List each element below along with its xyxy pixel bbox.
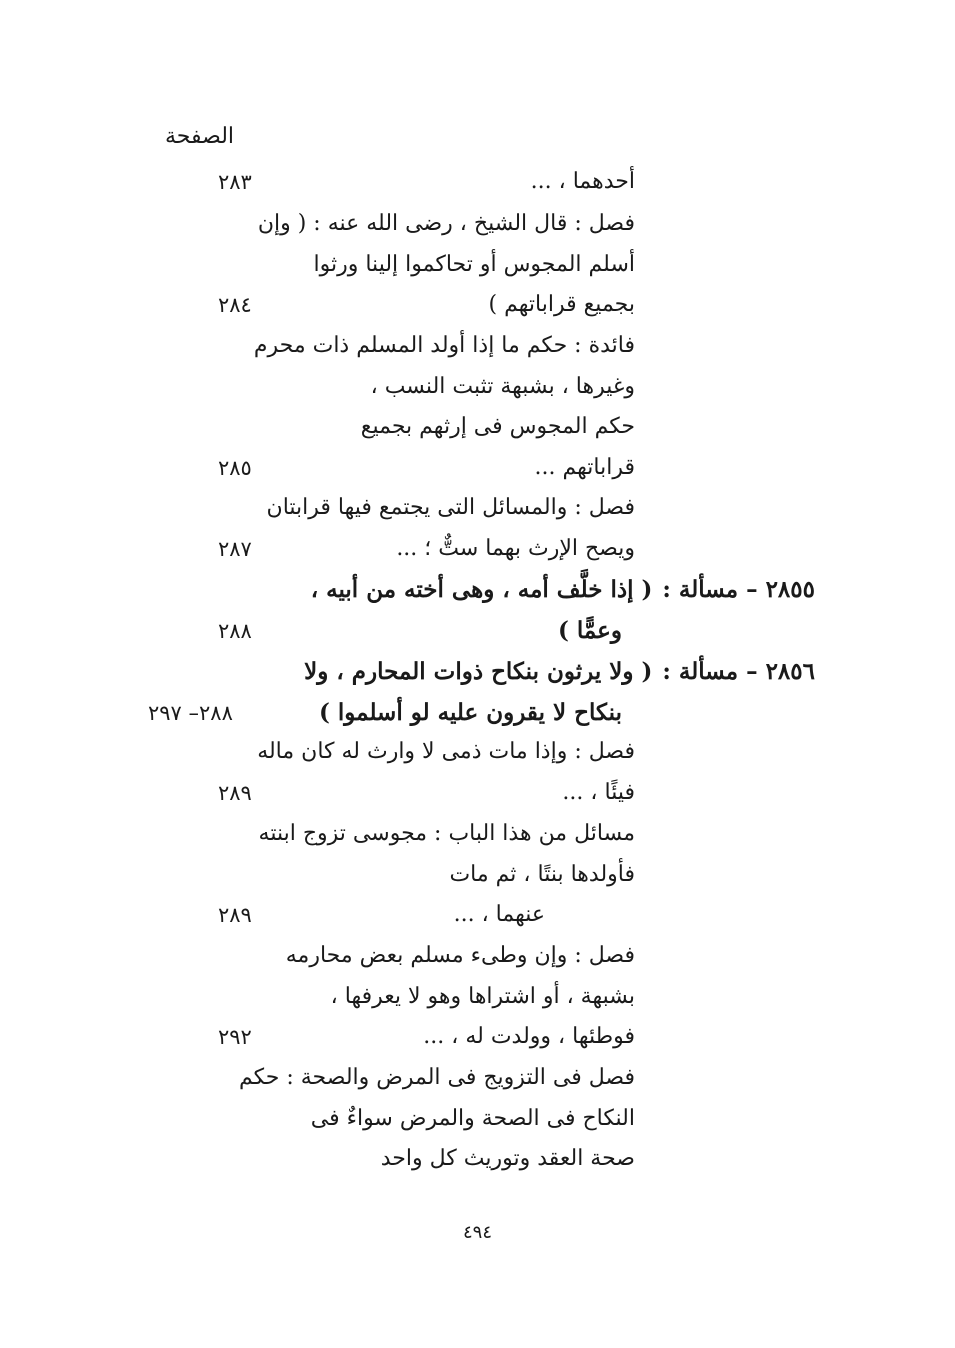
index-entry [266, 488, 635, 569]
page-reference: ٢٨٣ [218, 170, 252, 194]
entry-line [270, 570, 815, 611]
entry-line: مسائل من هذا الباب : مجوسى تزوج ابنته [258, 821, 635, 846]
entry-line: فصل : وإذا مات ذمى لا وارث له كان ماله [257, 739, 635, 764]
index-entry-masala [270, 570, 815, 651]
entry-line: وعمًّا ) [557, 616, 622, 644]
index-entry [258, 814, 635, 936]
entry-line: صحة العقد وتوريث كل واحد [380, 1146, 635, 1171]
entry-line: فصل فى التزويج فى المرض والصحة : حكم [238, 1065, 635, 1090]
entry-line: ويصح الإرث بهما ستٌّ ؛ ... [396, 535, 635, 561]
masala-number: ٢٨٥٥ – مسألة : [662, 576, 815, 603]
index-entry [238, 1058, 635, 1180]
index-entry-masala [270, 652, 815, 733]
entry-line: أحدهما ، ... [530, 169, 635, 194]
index-entry [273, 162, 635, 203]
page-reference: ٢٨٧ [218, 537, 252, 561]
entry-line: فأولدها بنتًا ، ثم مات [449, 861, 635, 887]
masala-number: ٢٨٥٦ – مسألة : [662, 658, 815, 685]
entry-text: ( ولا يرثون بنكاح ذوات المحارم ، ولا [304, 658, 653, 685]
page-reference: ٢٨٩ [218, 903, 252, 927]
page-reference: ٢٨٩ [218, 781, 252, 805]
entry-line: وغيرها ، بشبهة تثبت النسب ، [370, 373, 635, 399]
entry-line: بنكاح لا يقرون عليه لو أسلموا ) [318, 698, 622, 726]
index-entry [273, 936, 635, 1058]
entry-line: فوطئها ، وولدت له ، ... [423, 1024, 635, 1049]
entry-line: فصل : والمسائل التى يجتمع فيها قرابتان [266, 495, 635, 520]
page-reference: ٢٨٥ [218, 456, 252, 480]
page-reference: ٢٨٨– ٢٩٧ [148, 701, 233, 725]
page-number: ٤٩٤ [462, 1222, 492, 1243]
entry-text: ( إذا خلَّف أمه ، وهى أخته من أبيه ، [310, 576, 653, 603]
index-entry [253, 326, 635, 488]
index-entry [257, 732, 635, 813]
entry-line: أسلم المجوس أو تحاكموا إلينا ورثوا [313, 251, 635, 277]
entry-line: فصل : قال الشيخ ، رضى الله عنه : ( وإن [257, 211, 635, 236]
entry-line [270, 652, 815, 693]
entry-line: حكم المجوس فى إرثهم بجميع [360, 414, 635, 439]
entry-line: فصل : وإن وطىء مسلم بعض محارمه [285, 943, 635, 968]
page-reference: ٢٩٢ [218, 1025, 252, 1049]
entry-line: عنهما ، ... [453, 902, 545, 927]
entry-line: النكاح فى الصحة والمرض سواءٌ فى [310, 1105, 635, 1131]
page-reference: ٢٨٨ [218, 619, 252, 643]
entry-line: فائدة : حكم ما إذا أولد المسلم ذات محرم [253, 333, 635, 358]
entry-line: بجميع قراباتهم ) [488, 292, 635, 317]
entry-line: قراباتهم ... [534, 454, 635, 480]
entry-line: فيئًا ، ... [562, 779, 635, 805]
page-reference: ٢٨٤ [218, 293, 252, 317]
index-entry [257, 204, 635, 326]
page-column-label: الصفحة [165, 124, 235, 149]
entry-line: بشبهة ، أو اشتراها وهو لا يعرفها ، [330, 983, 635, 1009]
